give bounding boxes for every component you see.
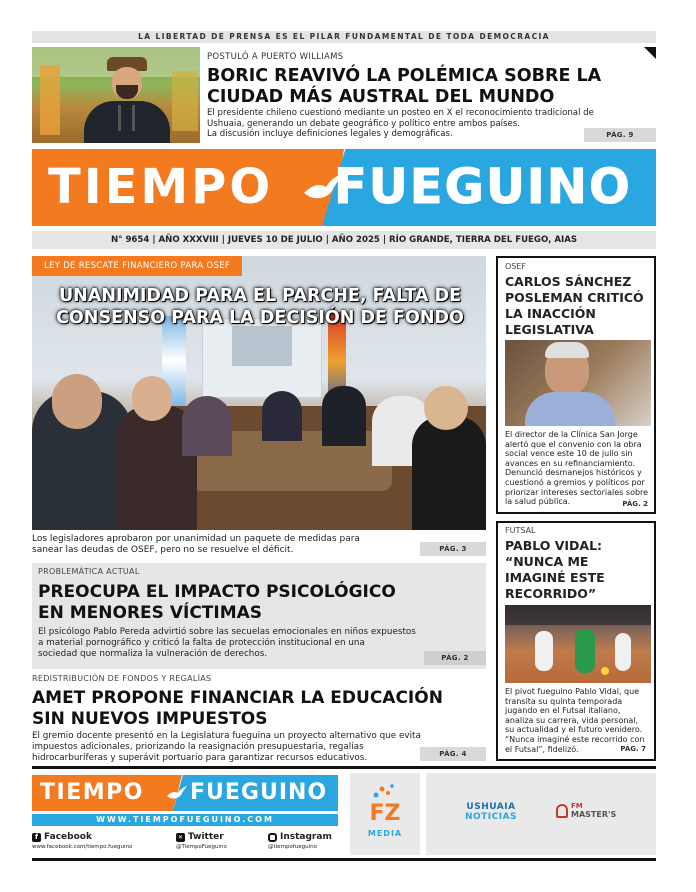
fz-dots-icon — [372, 783, 396, 801]
osef-headline-line-2: POSLEMAN CRITICÓ — [505, 290, 644, 305]
amet-body-line-3: hidrocarburíferas y superávit portuario para garantizar recursos educativos. — [32, 753, 368, 763]
instagram-handle: @tiempofueguino — [268, 844, 317, 850]
osef-page-ref[interactable]: PÁG. 2 — [622, 500, 648, 508]
amet-headline — [32, 688, 486, 730]
footer-website: WWW.TIEMPOFUEGUINO.COM — [96, 815, 274, 824]
lead-headline-line-1: UNANIMIDAD PARA EL PARCHE, FALTA DE — [58, 286, 462, 306]
footer-logo-left-text: TIEMPO — [40, 780, 144, 805]
futsal-headline-line-1: PABLO VIDAL: — [505, 538, 603, 553]
amet-headline-line-1: AMET PROPONE FINANCIAR LA EDUCACIÓN — [32, 688, 443, 708]
futsal-body-line: transita su quinta temporada — [505, 696, 623, 706]
futsal-headline — [505, 538, 653, 602]
fm-line-1: FM — [571, 802, 583, 810]
futsal-body-line: “Nunca imaginé este recorrido con — [505, 734, 645, 744]
masthead-logo[interactable] — [32, 149, 656, 226]
futsal-headline-line-4: RECORRIDO” — [505, 586, 597, 601]
futsal-headline-line-3: IMAGINÉ ESTE — [505, 570, 605, 585]
osef-body-line: social vence este 10 de julio sin — [505, 449, 633, 459]
lead-headline[interactable] — [40, 285, 480, 329]
amet-body — [32, 731, 486, 764]
futsal-headline-line-2: “NUNCA ME — [505, 554, 589, 569]
futsal-body-line: El pivot fueguino Pablo Vidal, que — [505, 687, 640, 696]
psych-kicker: PROBLEMÁTICA ACTUAL — [38, 567, 140, 576]
corner-triangle-icon — [644, 47, 656, 59]
osef-body-line: alertó que el convenio con la obra — [505, 439, 642, 449]
fm-masters-icon — [556, 804, 568, 818]
osef-body-line: avances en su refinanciamiento. — [505, 458, 636, 468]
ushuaia-noticias-logo[interactable] — [456, 802, 526, 822]
logo-left-text: TIEMPO — [48, 159, 274, 215]
issue-line: N° 9654 | AÑO XXXVIII | JUEVES 10 DE JULIO | AÑO 2025 | RÍO GRANDE, TIERRA DEL FUEGO, AIAS — [110, 235, 578, 245]
futsal-body-line: su actualidad y el futuro venidero. — [505, 725, 643, 735]
psych-headline — [38, 582, 478, 624]
osef-headline — [505, 274, 653, 338]
psych-body — [38, 627, 478, 660]
fz-logo-text: FZ — [369, 801, 401, 826]
facebook-link[interactable] — [32, 832, 142, 850]
psych-body-line-1: El psicólogo Pablo Pereda advirtió sobre las secuelas emocionales en niños expuestos — [38, 627, 416, 637]
boric-photo[interactable] — [32, 47, 200, 143]
osef-body-line: El director de la Clínica San Jorge — [505, 430, 638, 439]
lead-headline-line-2: CONSENSO PARA LA DECISIÓN DE FONDO — [56, 308, 464, 328]
boric-headline[interactable] — [207, 66, 652, 108]
story-psych[interactable] — [32, 563, 486, 669]
boric-headline-line-2: CIUDAD MÁS AUSTRAL DEL MUNDO — [207, 87, 555, 107]
futsal-kicker: FUTSAL — [505, 526, 536, 535]
twitter-link[interactable] — [176, 832, 266, 850]
footer-website-bar[interactable] — [32, 814, 338, 826]
boric-summary-line-3: La discusión incluye definiciones legales y demográficas. — [207, 129, 453, 139]
psych-page-ref[interactable]: PÁG. 2 — [424, 651, 486, 665]
boric-kicker: POSTULÓ A PUERTO WILLIAMS — [207, 52, 344, 62]
lead-caption — [32, 534, 422, 556]
lead-caption-line-2: sanear las deudas de OSEF, pero no se resuelve el déficit. — [32, 545, 294, 555]
ushuaia-line-2: NOTICIAS — [464, 812, 518, 822]
footer-bird-icon — [166, 785, 188, 801]
osef-body-line: la salud pública. — [505, 497, 571, 507]
footer-logo-right-text: FUEGUINO — [190, 780, 328, 805]
footer-rule-bottom — [32, 858, 656, 861]
instagram-label: Instagram — [280, 832, 332, 842]
fm-masters-logo[interactable] — [556, 802, 636, 819]
lead-photo[interactable] — [32, 256, 486, 530]
boric-summary — [207, 108, 647, 140]
amet-headline-line-2: SIN NUEVOS IMPUESTOS — [32, 709, 268, 729]
motto-text: LA LIBERTAD DE PRENSA ES EL PILAR FUNDAMENTAL DE TODA DEMOCRACIA — [138, 32, 550, 41]
footer-logo[interactable] — [32, 775, 338, 811]
futsal-body-line: el Futsal”, fidelizó. — [505, 744, 579, 754]
psych-body-line-2: a material pornográfico y criticó la falta de protección institucional en una — [38, 638, 365, 648]
facebook-handle: www.facebook.com/tiempo.fueguino — [32, 844, 133, 850]
osef-body-line: Denunció desmanejos históricos y — [505, 468, 642, 478]
sanchez-photo[interactable] — [505, 340, 651, 426]
futsal-page-ref[interactable]: PÁG. 7 — [620, 745, 646, 753]
boric-summary-line-1: El presidente chileno cuestionó mediante un posteo en X el reconocimiento tradicional de — [207, 108, 594, 118]
footer-rule-top — [32, 766, 656, 769]
issue-bar — [32, 231, 656, 249]
osef-headline-line-3: LA INACCIÓN — [505, 306, 596, 321]
motto-bar — [32, 31, 656, 43]
amet-body-line-1: El gremio docente presentó en la Legislatura fueguina un proyecto alternativo que evita — [32, 731, 421, 741]
futsal-body-line: analiza su carrera, vida personal, — [505, 715, 639, 725]
logo-right-text: FUEGUINO — [334, 159, 632, 215]
facebook-label: Facebook — [44, 832, 92, 842]
fz-sub-text: MEDIA — [367, 829, 403, 838]
boric-page-ref[interactable]: PÁG. 9 — [584, 128, 656, 142]
osef-kicker: OSEF — [505, 262, 527, 271]
osef-body — [505, 430, 655, 507]
psych-headline-line-1: PREOCUPA EL IMPACTO PSICOLÓGICO — [38, 582, 396, 602]
story-amet[interactable] — [32, 671, 486, 763]
osef-headline-line-1: CARLOS SÁNCHEZ — [505, 274, 632, 289]
amet-kicker: REDISTRIBUCIÓN DE FONDOS Y REGALÍAS — [32, 674, 212, 683]
twitter-icon: ✕ — [177, 833, 184, 841]
amet-page-ref[interactable]: PÁG. 4 — [420, 747, 486, 761]
osef-body-line: priorizar intereses sectoriales sobre — [505, 487, 649, 497]
psych-body-line-3: sociedad que normaliza la vulneración de derechos. — [38, 649, 268, 659]
futsal-body-line: jugando en el Futsal italiano, — [505, 706, 621, 716]
instagram-icon — [268, 833, 277, 842]
fm-line-2: MASTER'S — [571, 810, 617, 819]
lead-caption-line-1: Los legisladores aprobaron por unanimidad un paquete de medidas para — [32, 534, 360, 544]
lead-kicker: LEY DE RESCATE FINANCIERO PARA OSEF — [32, 256, 242, 276]
side-story-osef[interactable] — [496, 256, 656, 514]
twitter-label: Twitter — [188, 832, 224, 842]
vidal-photo[interactable] — [505, 605, 651, 683]
boric-headline-line-1: BORIC REAVIVÓ LA POLÉMICA SOBRE LA — [207, 66, 602, 86]
instagram-link[interactable] — [268, 832, 348, 850]
osef-body-line: cuestionó a gremios y políticos por — [505, 477, 645, 487]
twitter-handle: @TiempoFueguino — [176, 844, 227, 850]
side-story-futsal[interactable] — [496, 521, 656, 761]
psych-headline-line-2: EN MENORES VÍCTIMAS — [38, 603, 263, 623]
facebook-icon: f — [32, 833, 41, 842]
ushuaia-line-1: USHUAIA — [466, 802, 516, 812]
amet-body-line-2: impuestos adicionales, priorizando la reasignación presupuestaria, regalías — [32, 742, 364, 752]
lead-page-ref[interactable]: PÁG. 3 — [420, 542, 486, 556]
osef-headline-line-4: LEGISLATIVA — [505, 322, 594, 337]
boric-summary-line-2: Ushuaia, generando un debate geográfico y político entre ambos países. — [207, 118, 520, 129]
fz-media-logo[interactable] — [350, 773, 420, 855]
